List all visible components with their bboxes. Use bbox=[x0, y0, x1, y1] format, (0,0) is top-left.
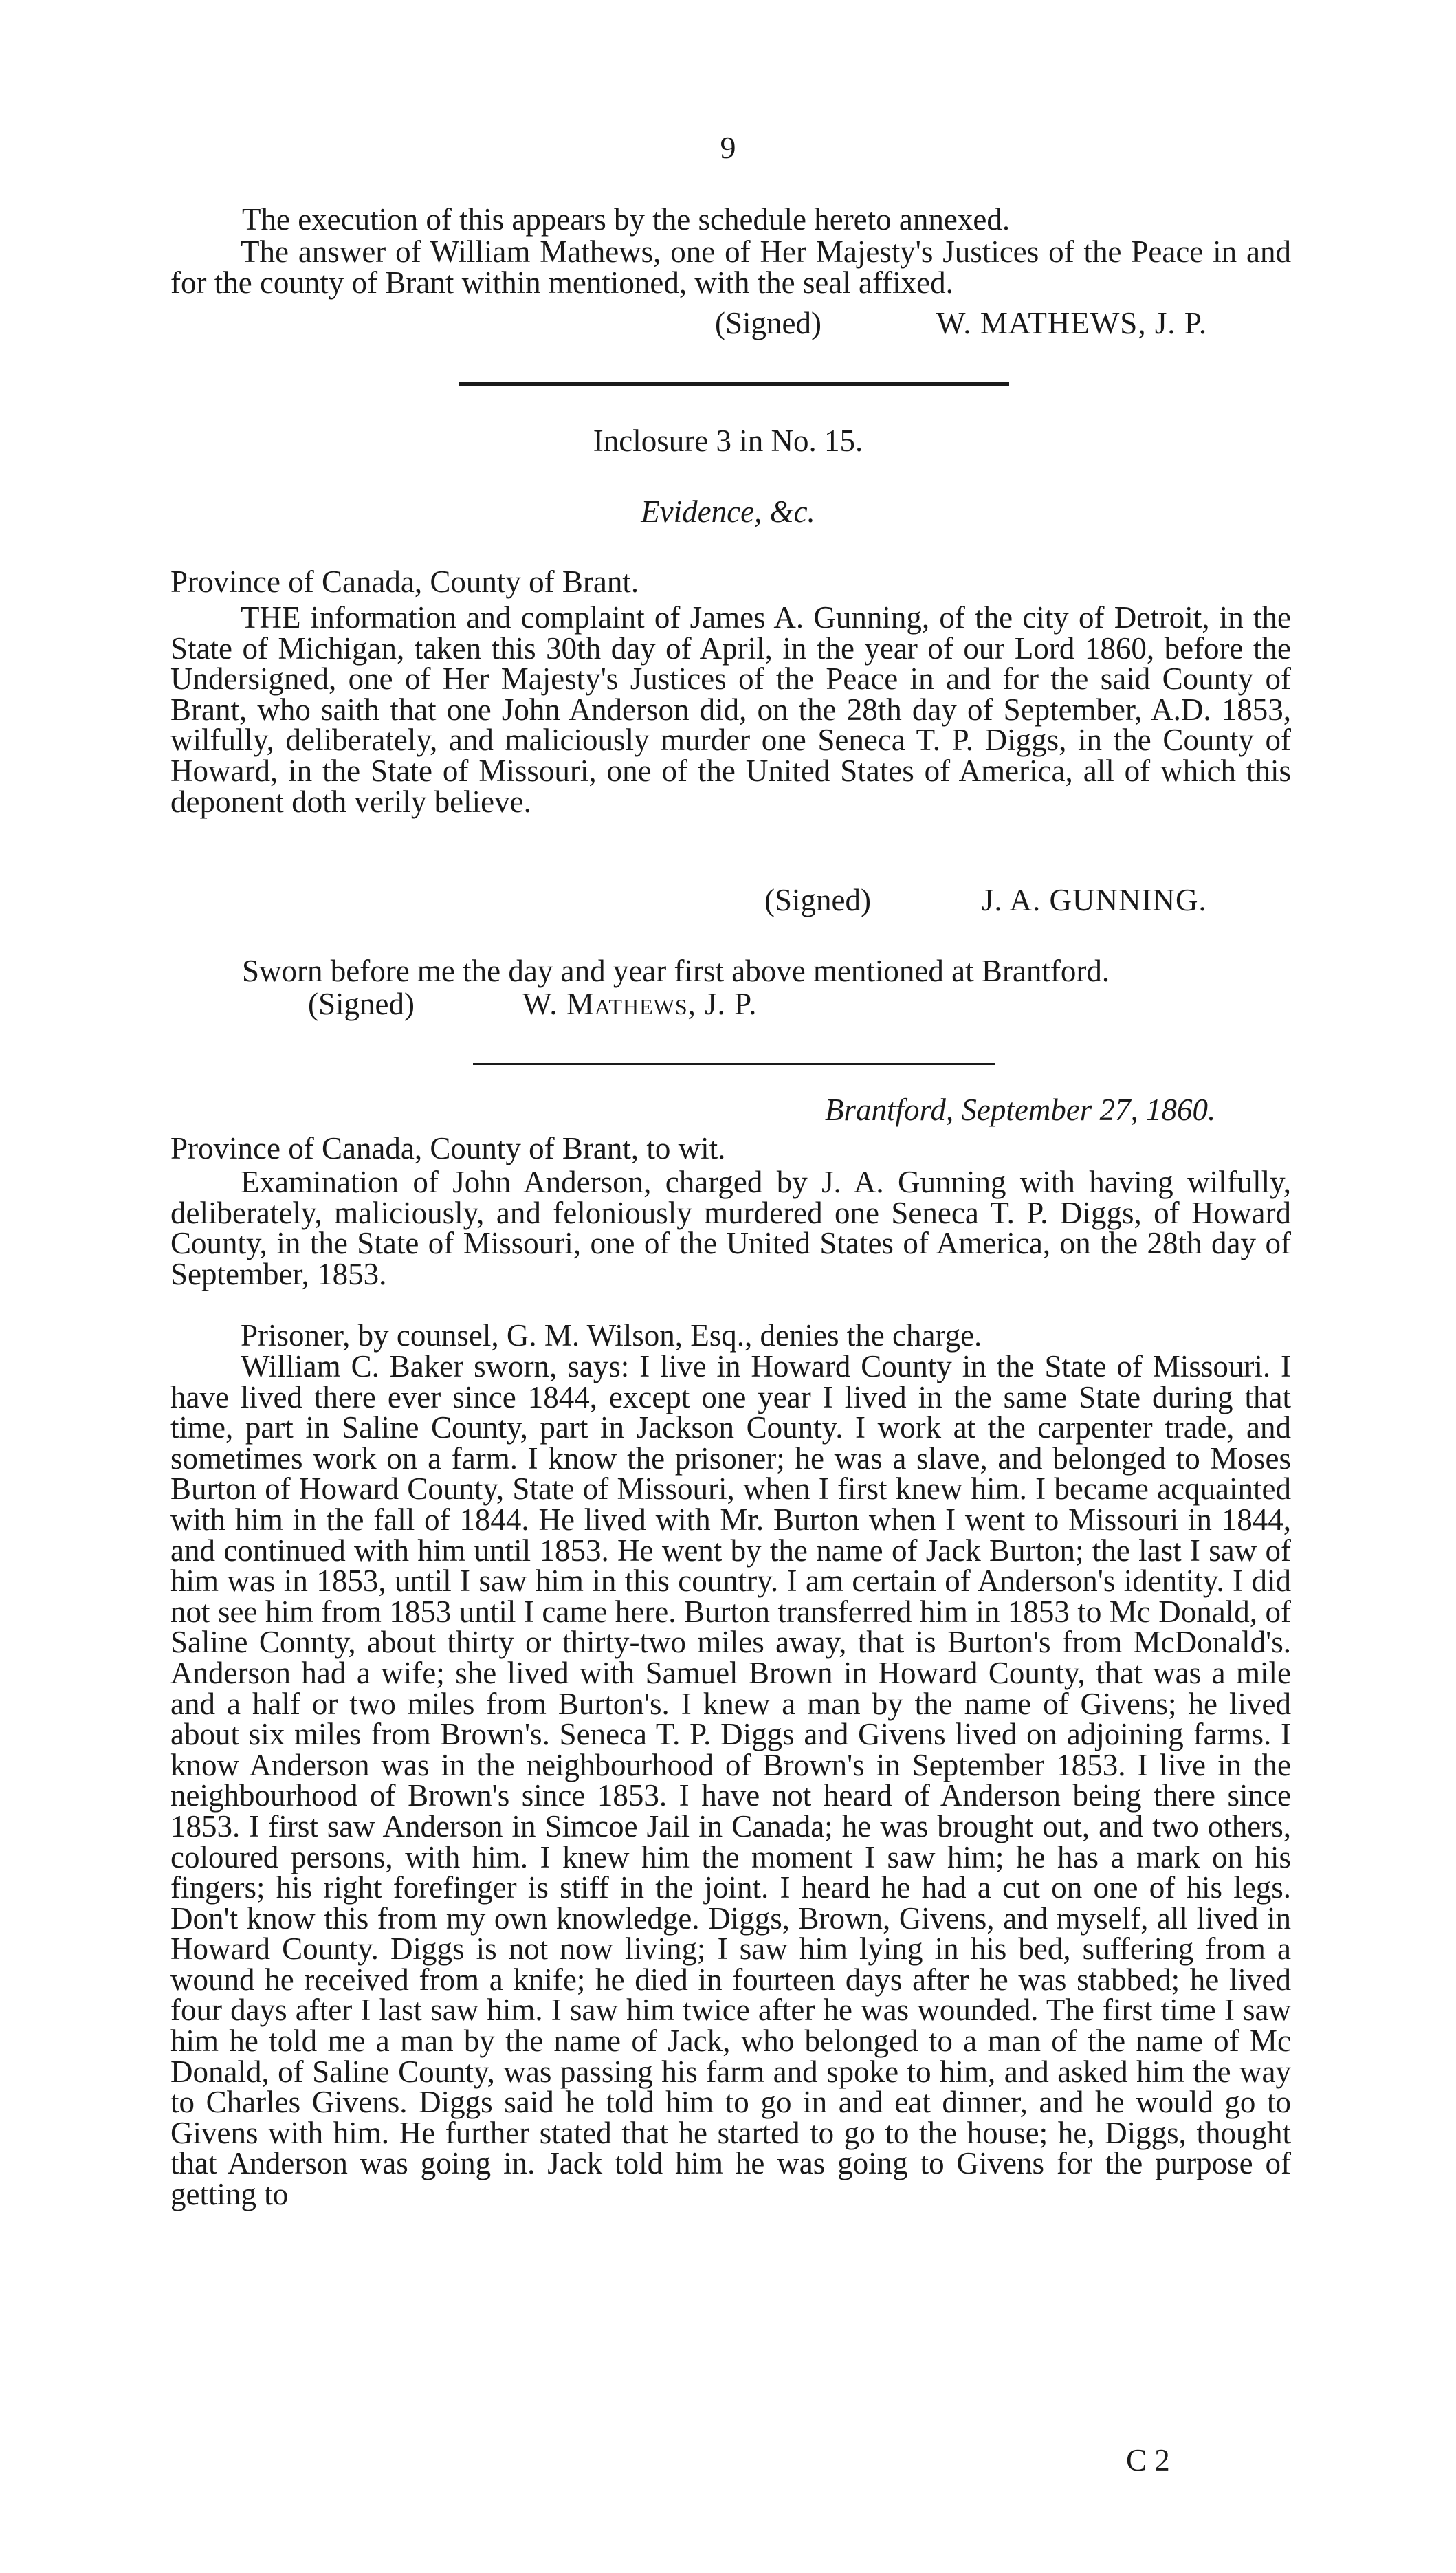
page-number: 9 bbox=[720, 130, 736, 165]
signed-label: (Signed) bbox=[764, 883, 871, 917]
signed-label: (Signed) bbox=[715, 306, 821, 340]
section-divider bbox=[473, 1063, 995, 1065]
examination-province: Province of Canada, County of Brant, to wit. bbox=[170, 1131, 726, 1165]
evidence-province: Province of Canada, County of Brant. bbox=[170, 565, 639, 599]
signer-mathews: W. MATHEWS, J. P. bbox=[936, 306, 1208, 340]
answer-paragraph: The answer of William Mathews, one of Her Majesty's Justices of the Peace in and for the county of Brant within mentioned, with the seal affixed. bbox=[170, 234, 1291, 300]
information-paragraph: THE information and complaint of James A. Gunning, of the city of Detroit, in the State of Michigan, taken this 30th day of April, in the year of our Lord 1860, before the Undersigned, one of Her Majesty's Justices of the Peace in and for the said County of Brant, who saith that one John Anderson did, on the 28th day of September, A.D. 1853, wilfully, deliberately, and maliciously murder one Seneca T. P. Diggs, in the County of Howard, in the State of Missouri, one of the United States of America, all of which this deponent doth verily believe. bbox=[170, 600, 1291, 819]
signed-label: (Signed) bbox=[308, 987, 415, 1021]
testimony-paragraph: William C. Baker sworn, says: I live in Howard County in the State of Missouri. I have lived there ever since 1844, except one year I lived in the same State during that time, part in Saline County, part in Jackson County. I work at the carpenter trade, and sometimes work on a farm. I know the prisoner; he was a slave, and belonged to Moses Burton of Howard County, State of Missouri, when I first knew him. I became acquainted with him in the fall of 1844. He lived with Mr. Burton when I went to Missouri in 1844, and continued with him until 1853. He went by the name of Jack Burton; the last I saw of him was in 1853, until I saw him in this country. I am certain of Anderson's identity. I did not see him from 1853 until I came here. Burton transferred him in 1853 to Mc Donald, of Saline Connty, about thirty or thirty-two miles away, that is Burton's from McDonald's. Anderson had a wife; she lived with Samuel Brown in Howard County, that was a mile and a half or two miles from Burton's. I knew a man by the name of Givens; he lived about six miles from Brown's. Seneca T. P. Diggs and Givens lived on adjoining farms. I know Anderson was in the neighbourhood of Brown's in September 1853. I live in the neighbourhood of Brown's since 1853. I have not heard of Anderson being there since 1853. I first saw Anderson in Simcoe Jail in Canada; he was brought out, and two others, coloured persons, with him. I knew him the moment I saw him; he has a mark on his fingers; his right forefinger is stiff in the joint. I heard he had a cut on one of his legs. Don't know this from my own knowledge. Diggs, Brown, Givens, and myself, all lived in Howard County. Diggs is not now living; I saw him lying in his bed, suffering from a wound he received from a knife; he died in fourteen days after he was stabbed; he lived four days after I last saw him. I saw him twice after he was wounded. The first time I saw him he told me a man by the name of Jack, who belonged to a man of the name of Mc Donald, of Saline County, was passing his farm and spoke to him, and asked him the way to Charles Givens. Diggs said he told him to go in and eat dinner, and he would go to Givens with him. He further stated that he started to go to the house; he, Diggs, thought that Anderson was going in. Jack told him he was going to Givens for the purpose of getting to bbox=[170, 1349, 1291, 2212]
dateline: Brantford, September 27, 1860. bbox=[825, 1093, 1216, 1127]
prisoner-paragraph: Prisoner, by counsel, G. M. Wilson, Esq., denies the charge. bbox=[241, 1318, 982, 1353]
section-divider bbox=[459, 382, 1009, 386]
inclosure-heading: Inclosure 3 in No. 15. bbox=[593, 424, 863, 458]
signer-mathews-2: W. Mathews, J. P. bbox=[522, 987, 758, 1021]
inclosure-subheading: Evidence, &c. bbox=[641, 494, 815, 529]
examination-paragraph: Examination of John Anderson, charged by J. A. Gunning with having wilfully, deliberately, maliciously, and feloniously murdered one Seneca T. P. Diggs, of Howard County, in the State of Missouri, one of the United States of America, on the 28th day of September, 1853. bbox=[170, 1165, 1291, 1291]
schedule-line: The execution of this appears by the schedule hereto annexed. bbox=[242, 202, 1011, 237]
signature-mark: C 2 bbox=[1126, 2443, 1170, 2477]
sworn-line: Sworn before me the day and year first above mentioned at Brantford. bbox=[242, 954, 1110, 988]
signer-gunning: J. A. GUNNING. bbox=[982, 883, 1207, 917]
